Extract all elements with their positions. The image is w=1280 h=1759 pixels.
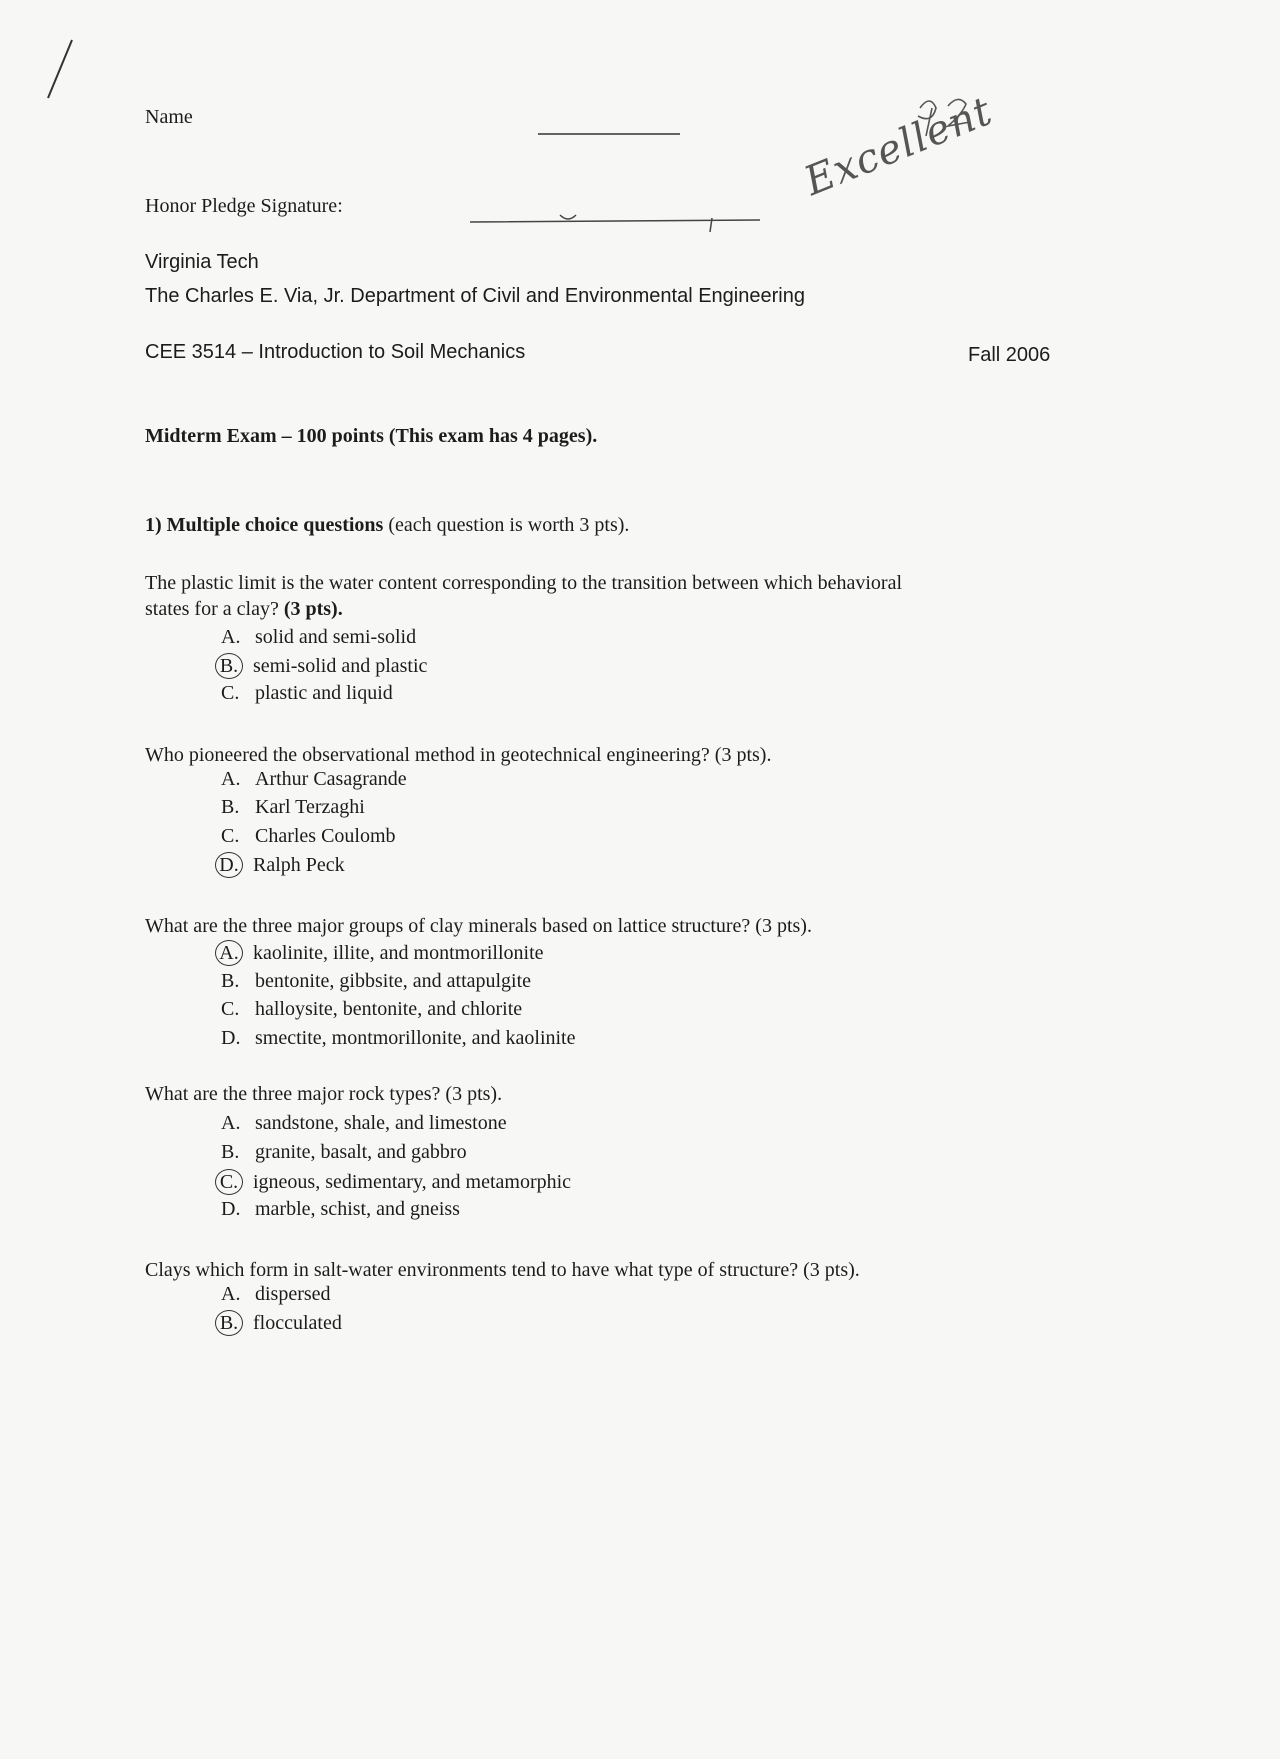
circled-answer-letter: B.: [215, 1310, 243, 1336]
option-text: Karl Terzaghi: [255, 796, 365, 818]
name-label: Name: [145, 106, 193, 128]
institution: Virginia Tech: [145, 251, 259, 273]
honor-pledge-label: Honor Pledge Signature:: [145, 195, 343, 217]
option-letter: C.: [221, 682, 240, 704]
answer-option[interactable]: [221, 625, 416, 649]
option-text: kaolinite, illite, and montmorillonite: [253, 942, 544, 964]
option-text: solid and semi-solid: [255, 626, 417, 648]
answer-option[interactable]: [221, 997, 522, 1021]
question-text: Clays which form in salt-water environments tend to have what type of structure? (3 pts).: [145, 1259, 860, 1281]
answer-option[interactable]: [221, 969, 531, 993]
option-text: smectite, montmorillonite, and kaolinite: [255, 1027, 576, 1049]
exam-title: Midterm Exam – 100 points (This exam has 4 pages).: [145, 425, 598, 447]
option-text: semi-solid and plastic: [253, 655, 428, 677]
option-letter: D.: [221, 1027, 241, 1049]
answer-option[interactable]: [221, 1169, 571, 1195]
answer-option[interactable]: [221, 940, 544, 966]
option-letter: A.: [221, 1283, 241, 1305]
answer-option[interactable]: [221, 1140, 467, 1164]
grader-comment: Excellent: [798, 88, 999, 205]
answer-option[interactable]: [221, 653, 427, 679]
circled-answer-letter: D.: [215, 852, 243, 878]
option-text: Arthur Casagrande: [255, 768, 407, 790]
question-text-line2: [145, 597, 343, 621]
answer-option[interactable]: [221, 1197, 460, 1221]
option-text: flocculated: [253, 1312, 342, 1334]
answer-option[interactable]: [221, 1282, 331, 1306]
section-heading-bold: 1) Multiple choice questions: [145, 514, 384, 536]
option-text: plastic and liquid: [255, 682, 393, 704]
option-letter: D.: [221, 1198, 241, 1220]
option-text: dispersed: [255, 1283, 331, 1305]
answer-option[interactable]: [221, 824, 396, 848]
answer-option[interactable]: [221, 1111, 507, 1135]
option-letter: C.: [221, 998, 240, 1020]
course-title: CEE 3514 – Introduction to Soil Mechanics: [145, 341, 526, 363]
option-text: Ralph Peck: [253, 854, 345, 876]
option-letter: A.: [221, 626, 241, 648]
answer-option[interactable]: [221, 767, 407, 791]
option-letter: C.: [221, 825, 240, 847]
option-letter: B.: [221, 1141, 240, 1163]
option-text: Charles Coulomb: [255, 825, 396, 847]
option-text: marble, schist, and gneiss: [255, 1198, 460, 1220]
question-text: Who pioneered the observational method in geotechnical engineering? (3 pts).: [145, 744, 772, 766]
circled-answer-letter: B.: [215, 653, 243, 679]
option-text: halloysite, bentonite, and chlorite: [255, 998, 523, 1020]
option-text: igneous, sedimentary, and metamorphic: [253, 1171, 572, 1193]
circled-answer-letter: A.: [215, 940, 243, 966]
question-text: What are the three major rock types? (3 pts).: [145, 1083, 503, 1105]
answer-option[interactable]: [221, 1026, 576, 1050]
answer-option[interactable]: [221, 1310, 342, 1336]
option-text: bentonite, gibbsite, and attapulgite: [255, 970, 532, 992]
answer-option[interactable]: [221, 681, 393, 705]
option-letter: B.: [221, 796, 240, 818]
circled-answer-letter: C.: [215, 1169, 243, 1195]
question-text: What are the three major groups of clay minerals based on lattice structure? (3 pts).: [145, 915, 812, 937]
option-letter: B.: [221, 970, 240, 992]
option-letter: A.: [221, 1112, 241, 1134]
question-points: (3 pts).: [283, 598, 343, 620]
answer-option[interactable]: [221, 852, 345, 878]
option-text: granite, basalt, and gabbro: [255, 1141, 467, 1163]
question-text-cont: states for a clay?: [145, 598, 284, 620]
department: The Charles E. Via, Jr. Department of Civil and Environmental Engineering: [145, 285, 805, 307]
option-letter: A.: [221, 768, 241, 790]
answer-option[interactable]: [221, 795, 365, 819]
question-text: The plastic limit is the water content corresponding to the transition between which behavioral: [145, 572, 903, 594]
term: Fall 2006: [968, 344, 1051, 366]
option-text: sandstone, shale, and limestone: [255, 1112, 507, 1134]
section-heading: [145, 513, 629, 537]
section-heading-rest: (each question is worth 3 pts).: [383, 514, 630, 536]
